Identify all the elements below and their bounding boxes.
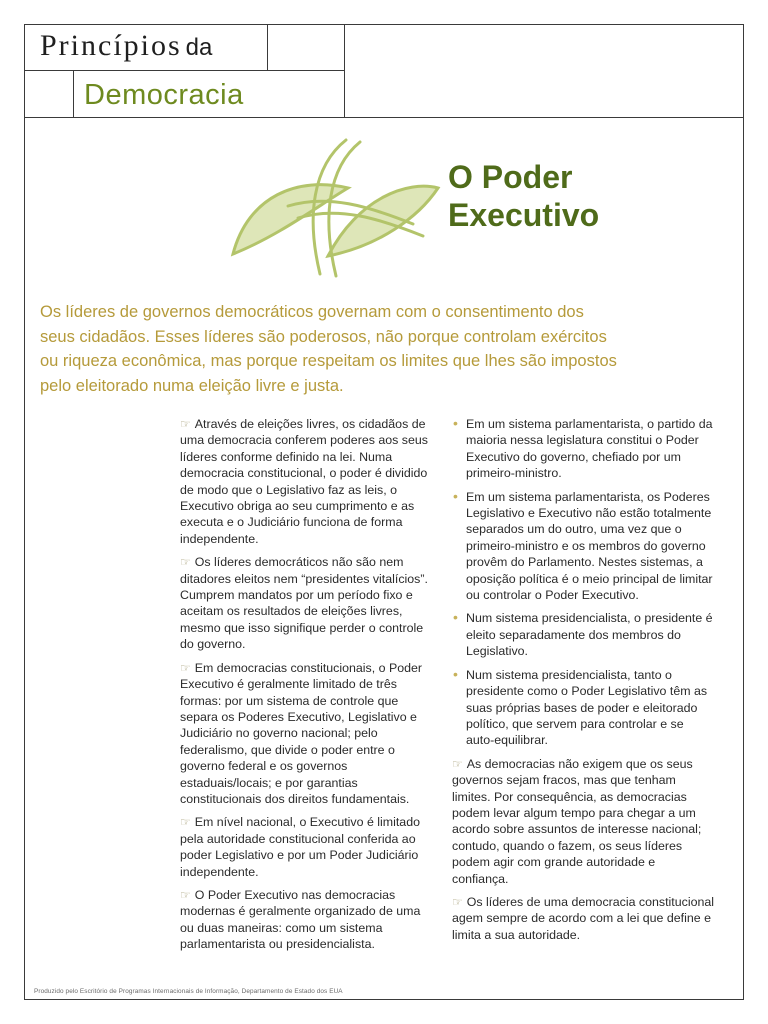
right-column bbox=[452, 416, 714, 950]
paragraph-text: Através de eleições livres, os cidadãos de uma democracia conferem poderes aos seus líderes conforme definido na lei. Numa democracia constitucional, o poder é dividido de modo que o Legislativo faz as leis, o Executivo obriga ao seu cumprimento e as executa e o Judiciário funciona de forma independente. bbox=[180, 417, 428, 546]
list-item bbox=[452, 416, 714, 482]
pointing-hand-icon: ☞ bbox=[180, 555, 191, 570]
list-item-text: Num sistema presidencialista, o presidente é eleito separadamente dos membros do Legislativo. bbox=[466, 611, 713, 659]
bullet-dot-icon: • bbox=[453, 487, 458, 504]
leaf-logo-icon bbox=[228, 136, 443, 281]
pointing-hand-icon: ☞ bbox=[452, 894, 463, 909]
header-title bbox=[40, 26, 212, 68]
list-item bbox=[452, 610, 714, 659]
pointing-hand-icon: ☞ bbox=[180, 660, 191, 675]
header-title-main: Princípios bbox=[40, 29, 182, 62]
header-vline-left bbox=[73, 70, 74, 118]
pointing-hand-icon: ☞ bbox=[452, 756, 463, 771]
list-item-text: Em um sistema parlamentarista, o partido da maioria nessa legislatura constitui o Poder Executivo do governo, chefiado por um primeiro-ministro. bbox=[466, 417, 713, 481]
header-subtitle: Democracia bbox=[84, 79, 244, 111]
pointing-hand-icon: ☞ bbox=[180, 417, 191, 431]
paragraph-text: O Poder Executivo nas democracias modernas é geralmente organizado de uma ou duas maneiras: como um sistema parlamentarista ou presidencialista. bbox=[180, 887, 421, 952]
article-title-line1: O Poder bbox=[448, 159, 573, 195]
paragraph-text: Em nível nacional, o Executivo é limitado pela autoridade constitucional conferida ao poder Legislativo e por um Poder Judiciário independente. bbox=[180, 815, 420, 879]
left-column bbox=[180, 416, 436, 960]
article-title-line2: Executivo bbox=[448, 197, 600, 233]
list-item bbox=[452, 489, 714, 604]
paragraph-text: Em democracias constitucionais, o Poder Executivo é geralmente limitado de três formas: por um sistema de controle que separa os Poderes Executivo, Legislativo e Judiciário no governo nacional; pelo federalismo, que divide o poder entre o governo federal e os governos estaduais/locais; e por garantias constitucionais dos direitos fundamentais. bbox=[180, 660, 423, 806]
header-title-connector: da bbox=[185, 34, 213, 61]
list-item bbox=[452, 667, 714, 749]
paragraph bbox=[452, 756, 714, 887]
header-vline-inner bbox=[267, 24, 268, 71]
header-divider-bottom bbox=[24, 117, 744, 118]
article-intro: Os líderes de governos democráticos governam com o consentimento dos seus cidadãos. Esses líderes são poderosos, não porque controlam exércitos ou riqueza econômica, mas porque respeitam os limites que lhes são impostos pelo eleitorado numa eleição livre e justa. bbox=[40, 303, 617, 395]
pointing-hand-icon: ☞ bbox=[180, 887, 191, 902]
header-vline-right bbox=[344, 24, 345, 118]
article-title bbox=[448, 158, 599, 234]
bullet-dot-icon: • bbox=[453, 415, 458, 431]
paragraph bbox=[180, 660, 436, 808]
list-item-text: Em um sistema parlamentarista, os Poderes Legislativo e Executivo não estão totalmente separados um do outro, uma vez que o primeiro-ministro e os membros do governo provêm do Parlamento. Nestes sistemas, a oposição política é o meio principal de limitar ou controlar o Poder Executivo. bbox=[466, 489, 713, 603]
paragraph-text: Os líderes democráticos não são nem ditadores eleitos nem “presidentes vitalícios”. Cumprem mandatos por um período fixo e aceitam os resultados de eleições livres, mesmo que isso signifique perder o controle do governo. bbox=[180, 555, 428, 652]
footer-credit: Produzido pelo Escritório de Programas Internacionais de Informação, Departamento de Estado dos EUA bbox=[34, 988, 343, 995]
paragraph-text: Os líderes de uma democracia constitucional agem sempre de acordo com a lei que define e limita a sua autoridade. bbox=[452, 894, 715, 942]
header-divider-mid bbox=[24, 70, 344, 71]
paragraph-text: As democracias não exigem que os seus governos sejam fracos, mas que tenham limites. Por consequência, as democracias podem levar algum tempo para chegar a um acordo sobre assuntos de interesse nacional; contudo, quando o fazem, os seus líderes podem agir com grande autoridade e confiança. bbox=[452, 756, 702, 886]
paragraph bbox=[180, 814, 436, 880]
bullet-dot-icon: • bbox=[453, 609, 458, 626]
paragraph bbox=[452, 894, 714, 943]
bullet-dot-icon: • bbox=[453, 665, 458, 682]
list-item-text: Num sistema presidencialista, tanto o presidente como o Poder Legislativo têm as suas próprias bases de poder e eleitorado político, que servem para controlar e se auto-equilibrar. bbox=[466, 667, 708, 748]
paragraph bbox=[180, 554, 436, 652]
paragraph bbox=[180, 416, 436, 547]
paragraph bbox=[180, 887, 436, 953]
pointing-hand-icon: ☞ bbox=[180, 815, 191, 830]
